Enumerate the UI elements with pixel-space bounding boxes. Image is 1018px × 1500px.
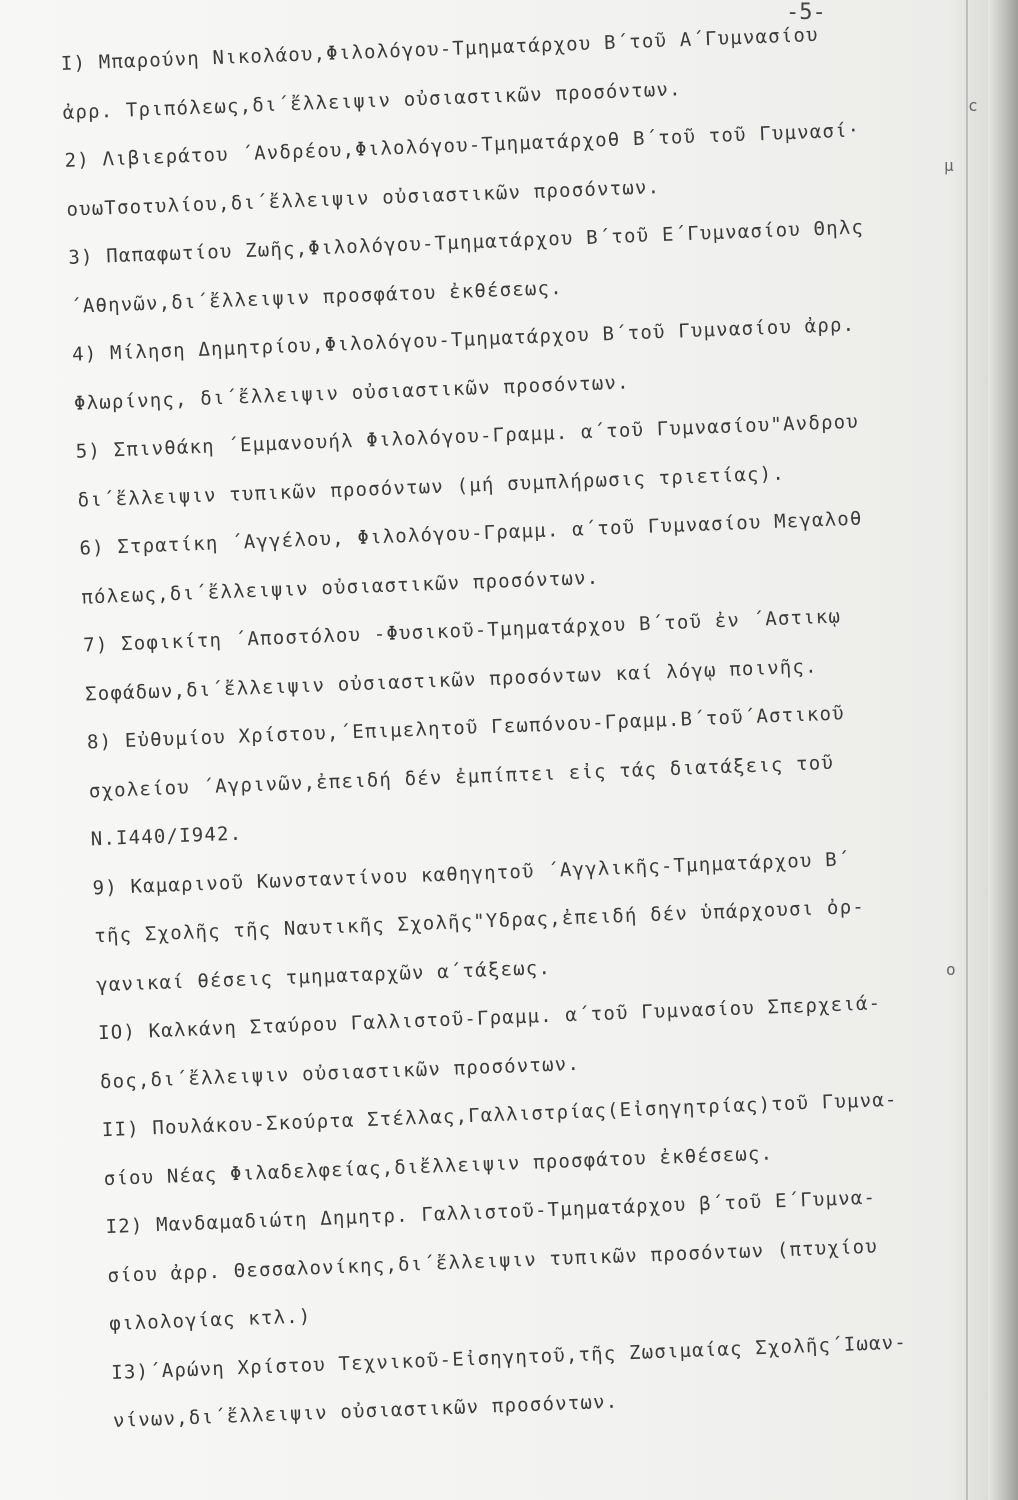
text-line: σχολείου ΄Αγρινῶν,ἐπειδή δέν ἐμπίπτει εἰς τάς διατάξεις τοῦ [88, 751, 835, 802]
text-line: δι΄ἔλλειψιν τυπικῶν προσόντων (μή συμπλήρωσις τριετίας). [77, 461, 786, 512]
text-line: 4) Μίληση Δημητρίου,Φιλολόγου-Τμηματάρχου Β΄τοῦ Γυμνασίου ἀρρ. [71, 313, 856, 366]
text-line: 7) Σοφικίτη ΄Αποστόλου -Φυσικοῦ-Τμηματάρχου Β΄τοῦ ἐν ΄Αστικῳ [82, 605, 842, 657]
text-line: I) Μπαρούνη Νικολάου,Φιλολόγου-Τμηματάρχου Β΄τοῦ Α΄Γυμνασίου [60, 23, 820, 75]
margin-mark: μ [944, 156, 954, 175]
text-line: πόλεως,δι΄ἔλλειψιν οὐσιαστικῶν προσόντων. [80, 566, 600, 609]
text-line: 5) Σπινθάκη ΄Εμμανουήλ Φιλολόγου-Γραμμ. α΄τοῦ Γυμνασίου"Ανδρου [75, 410, 860, 463]
text-line: ΄Αθηνῶν,δι΄ἔλλειψιν προσφάτου ἐκθέσεως. [69, 276, 564, 318]
text-line: σίου ἀρρ. Θεσσαλονίκης,δι΄ἔλλειψιν τυπικῶν προσόντων (πτυχίου [107, 1235, 879, 1287]
text-line: γανικαί θέσεις τμηματαρχῶν α΄τάξεως. [95, 956, 552, 996]
text-line: 3) Παπαφωτίου Ζωῆς,Φιλολόγου-Τμηματάρχου Β΄τοῦ Ε΄Γυμνασίου Θηλς [67, 216, 865, 269]
text-line: δος,δι΄ἔλλειψιν οὐσιαστικῶν προσόντων. [99, 1052, 581, 1093]
text-line: 2) Λιβιεράτου ΄Ανδρέου,Φιλολόγου-Τμηματάρχοθ Β΄τοῦ τοῦ Γυμνασί· [64, 119, 861, 172]
text-line: Ι2) Μανδαμαδιώτη Δημητρ. Γαλλιστοῦ-Τμηματάρχου β΄τοῦ Ε΄Γυμνα- [105, 1186, 877, 1239]
margin-mark: o [946, 960, 956, 979]
text-line: ΙΟ) Καλκάνη Σταύρου Γαλλιστοῦ-Γραμμ. α΄τοῦ Γυμνασίου Σπερχειά- [97, 992, 882, 1045]
text-line: Φλωρίνης, δι΄ἔλλειψιν οὐσιαστικῶν προσόντων. [73, 370, 631, 415]
text-line: Ν.Ι440/Ι942. [90, 822, 243, 851]
text-line: 6) Στρατίκη ΄Αγγέλου, Φιλολόγου-Γραμμ. α΄τοῦ Γυμνασίου Μεγαλοθ [79, 507, 864, 560]
text-line: Ι3)΄Αρώνη Χρίστου Τεχνικοῦ-Εἰσηγητοῦ,τῆς Ζωσιμαίας Σχολῆς΄Ιωαν- [110, 1330, 908, 1384]
text-line: σίου Νέας Φιλαδελφείας,διἔλλειψιν προσφάτου ἐκθέσεως. [103, 1141, 774, 1190]
page-number: -5- [786, 0, 826, 25]
text-line: ουωΤσοτυλίου,δι΄ἔλλειψιν οὐσιαστικῶν προσόντων. [66, 175, 661, 221]
text-line: φιλολογίας κτλ.) [108, 1305, 312, 1336]
text-line: ΙΙ) Πουλάκου-Σκούρτα Στέλλας,Γαλλιστρίας(Εἰσηγητρίας)τοῦ Γυμνα- [101, 1088, 898, 1142]
text-line: νίνων,δι΄ἔλλειψιν οὐσιαστικῶν προσόντων. [112, 1390, 619, 1432]
margin-mark: c [968, 96, 978, 115]
text-line: 9) Καμαρινοῦ Κωνσταντίνου καθηγητοῦ ΄Αγγλικῆς-Τμηματάρχου Β΄ [92, 847, 851, 899]
text-line: 8) Εὐθυμίου Χρίστου,΄Επιμελητοῦ Γεωπόνου-Γραμμ.Β΄τοῦ΄Αστικοῦ [86, 702, 846, 754]
text-line: ἀρρ. Τριπόλεως,δι΄ἔλλειψιν οὐσιαστικῶν προσόντων. [62, 77, 683, 124]
text-line: Σοφάδων,δι΄ἔλλειψιν οὐσιαστικῶν προσόντων καί λόγῳ ποινῆς. [84, 654, 819, 706]
text-line: τῆς Σχολῆς τῆς Ναυτικῆς Σχολῆς"Υδρας,ἐπειδή δέν ὑπάρχουσι ὀρ- [94, 895, 866, 948]
document-body [60, 5, 1013, 1445]
